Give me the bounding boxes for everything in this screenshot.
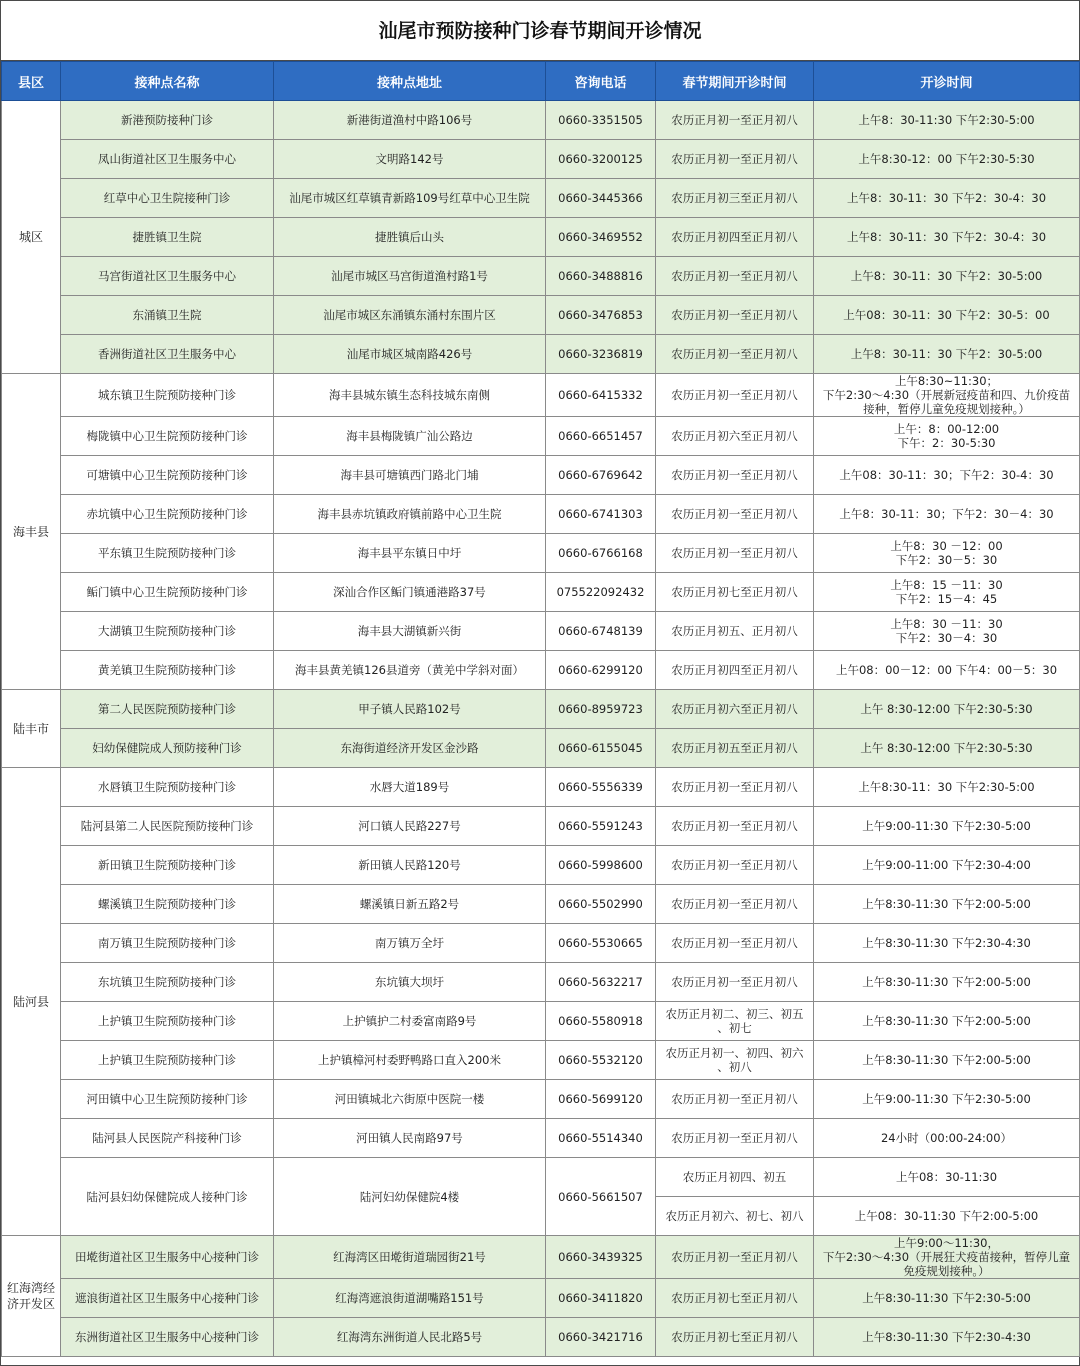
text-line: 下午2：15－4：45 xyxy=(895,592,998,606)
text-line: 免疫规划接种。） xyxy=(903,1264,990,1278)
clinic-phone: 0660-6766168 xyxy=(546,534,656,573)
clinic-phone: 0660-3488816 xyxy=(546,257,656,296)
clinic-name: 南万镇卫生院预防接种门诊 xyxy=(61,924,274,963)
clinic-hours xyxy=(814,534,1080,573)
clinic-address: 汕尾市城区马宫街道渔村路1号 xyxy=(274,257,546,296)
clinic-hours: 上午9:00-11:30 下午2:30-5:00 xyxy=(814,1080,1080,1119)
clinic-period: 农历正月初四至正月初八 xyxy=(656,651,814,690)
table-row xyxy=(2,218,1080,257)
clinic-address: 汕尾市城区城南路426号 xyxy=(274,335,546,374)
clinic-hours: 24小时（00:00-24:00） xyxy=(814,1119,1080,1158)
clinic-hours xyxy=(814,374,1080,417)
clinic-address: 海丰县大湖镇新兴街 xyxy=(274,612,546,651)
clinic-address: 海丰县城东镇生态科技城东南侧 xyxy=(274,374,546,417)
clinic-name: 捷胜镇卫生院 xyxy=(61,218,274,257)
clinic-name: 可塘镇中心卫生院预防接种门诊 xyxy=(61,456,274,495)
table-row xyxy=(2,885,1080,924)
clinic-phone: 0660-5532120 xyxy=(546,1041,656,1080)
clinic-hours: 上午8：30-11：30 下午2：30-5:00 xyxy=(814,257,1080,296)
clinic-hours: 上午8:30-11:30 下午2:00-5:00 xyxy=(814,963,1080,1002)
clinic-period: 农历正月初一至正月初八 xyxy=(656,534,814,573)
text-line: 下午2：30－5：30 xyxy=(895,553,998,567)
clinic-period xyxy=(656,1041,814,1080)
clinic-address: 新田镇人民路120号 xyxy=(274,846,546,885)
clinic-phone: 0660-6415332 xyxy=(546,374,656,417)
clinic-hours: 上午8：30-11：30 下午2：30-5:00 xyxy=(814,335,1080,374)
clinic-phone: 0660-5661507 xyxy=(546,1158,656,1236)
clinic-address: 文明路142号 xyxy=(274,140,546,179)
table-header-row xyxy=(2,62,1080,101)
district-cell: 陆河县 xyxy=(2,768,61,1236)
clinic-name: 红草中心卫生院接种门诊 xyxy=(61,179,274,218)
district-cell: 陆丰市 xyxy=(2,690,61,768)
page-title: 汕尾市预防接种门诊春节期间开诊情况 xyxy=(1,1,1079,61)
clinic-phone: 075522092432 xyxy=(546,573,656,612)
clinic-address: 陆河妇幼保健院4楼 xyxy=(274,1158,546,1236)
clinic-name: 第二人民医院预防接种门诊 xyxy=(61,690,274,729)
clinic-name: 东坑镇卫生院预防接种门诊 xyxy=(61,963,274,1002)
header-phone: 咨询电话 xyxy=(546,62,656,101)
text-line: 、初八 xyxy=(717,1060,752,1074)
clinic-address: 红海湾东洲街道人民北路5号 xyxy=(274,1318,546,1357)
table-row xyxy=(2,963,1080,1002)
header-district: 县区 xyxy=(2,62,61,101)
table-row xyxy=(2,296,1080,335)
clinic-period: 农历正月初一至正月初八 xyxy=(656,768,814,807)
clinic-name: 马宫街道社区卫生服务中心 xyxy=(61,257,274,296)
clinic-period: 农历正月初六至正月初八 xyxy=(656,417,814,456)
clinic-period: 农历正月初七至正月初八 xyxy=(656,573,814,612)
clinic-name: 黄羌镇卫生院预防接种门诊 xyxy=(61,651,274,690)
clinic-hours: 上午8:30-11:30 下午2:30-4:30 xyxy=(814,924,1080,963)
text-line: 上午9:00～11:30， xyxy=(894,1236,999,1250)
text-line: 下午：2：30-5:30 xyxy=(897,436,996,450)
clinic-phone: 0660-3439325 xyxy=(546,1236,656,1279)
table-row xyxy=(2,690,1080,729)
clinic-address: 海丰县梅陇镇广汕公路边 xyxy=(274,417,546,456)
text-line: 上午8：30 －11：30 xyxy=(890,617,1003,631)
clinic-address: 东海街道经济开发区金沙路 xyxy=(274,729,546,768)
clinic-period: 农历正月初一至正月初八 xyxy=(656,101,814,140)
clinic-phone: 0660-5556339 xyxy=(546,768,656,807)
text-line: 下午2:30～4:30（开展狂犬疫苗接种，暂停儿童 xyxy=(822,1250,1071,1264)
clinic-address: 河口镇人民路227号 xyxy=(274,807,546,846)
clinic-phone: 0660-3200125 xyxy=(546,140,656,179)
clinic-period: 农历正月初一至正月初八 xyxy=(656,296,814,335)
header-name: 接种点名称 xyxy=(61,62,274,101)
table-row xyxy=(2,1080,1080,1119)
table-row xyxy=(2,456,1080,495)
text-line: 农历正月初一、初四、初六 xyxy=(665,1046,804,1060)
header-address: 接种点地址 xyxy=(274,62,546,101)
clinic-address: 螺溪镇日新五路2号 xyxy=(274,885,546,924)
clinic-name: 香洲街道社区卫生服务中心 xyxy=(61,335,274,374)
clinic-hours: 上午08：30-11：30 下午2：30-5：00 xyxy=(814,296,1080,335)
clinic-period: 农历正月初一至正月初八 xyxy=(656,257,814,296)
text-line: 上午8：15 －11：30 xyxy=(890,578,1003,592)
clinic-address: 南万镇万全圩 xyxy=(274,924,546,963)
clinic-phone: 0660-6769642 xyxy=(546,456,656,495)
text-line: 上午：8：00-12:00 xyxy=(893,422,1000,436)
clinic-period: 农历正月初一至正月初八 xyxy=(656,924,814,963)
clinic-period: 农历正月初四至正月初八 xyxy=(656,218,814,257)
clinic-address: 海丰县赤坑镇政府镇前路中心卫生院 xyxy=(274,495,546,534)
clinic-address: 河田镇城北六街原中医院一楼 xyxy=(274,1080,546,1119)
clinic-phone: 0660-8959723 xyxy=(546,690,656,729)
clinic-hours: 上午9:00-11:00 下午2:30-4:00 xyxy=(814,846,1080,885)
table-row xyxy=(2,573,1080,612)
clinic-name: 上护镇卫生院预防接种门诊 xyxy=(61,1002,274,1041)
clinic-address: 海丰县平东镇日中圩 xyxy=(274,534,546,573)
clinic-phone: 0660-5580918 xyxy=(546,1002,656,1041)
clinic-address: 水唇大道189号 xyxy=(274,768,546,807)
clinic-hours: 上午8:30-11:30 下午2:30-4:30 xyxy=(814,1318,1080,1357)
table-row xyxy=(2,1158,1080,1197)
clinic-name: 妇幼保健院成人预防接种门诊 xyxy=(61,729,274,768)
clinic-name: 大湖镇卫生院预防接种门诊 xyxy=(61,612,274,651)
clinic-name: 螺溪镇卫生院预防接种门诊 xyxy=(61,885,274,924)
clinic-hours: 上午8:30-11：30 下午2:30-5:00 xyxy=(814,768,1080,807)
clinic-address: 河田镇人民南路97号 xyxy=(274,1119,546,1158)
clinic-period: 农历正月初四、初五 xyxy=(656,1158,814,1197)
table-row xyxy=(2,924,1080,963)
table-row xyxy=(2,729,1080,768)
table-row xyxy=(2,651,1080,690)
clinic-phone: 0660-3236819 xyxy=(546,335,656,374)
clinic-address: 上护镇樟河村委野鸭路口直入200米 xyxy=(274,1041,546,1080)
district-cell: 城区 xyxy=(2,101,61,374)
clinic-hours xyxy=(814,612,1080,651)
clinic-period: 农历正月初七至正月初八 xyxy=(656,1318,814,1357)
clinic-period: 农历正月初五、正月初八 xyxy=(656,612,814,651)
clinic-hours xyxy=(814,573,1080,612)
clinic-phone: 0660-5502990 xyxy=(546,885,656,924)
table-row xyxy=(2,101,1080,140)
table-row xyxy=(2,335,1080,374)
clinic-period: 农历正月初五至正月初八 xyxy=(656,729,814,768)
clinic-phone: 0660-5530665 xyxy=(546,924,656,963)
text-line: 上午8:30~11:30； xyxy=(894,374,999,388)
clinic-period: 农历正月初一至正月初八 xyxy=(656,1119,814,1158)
clinic-phone: 0660-3469552 xyxy=(546,218,656,257)
clinic-address: 红海湾遮浪街道湖嘴路151号 xyxy=(274,1279,546,1318)
clinic-address: 海丰县可塘镇西门路北门埔 xyxy=(274,456,546,495)
clinic-hours: 上午8:30-11:30 下午2:30-5:00 xyxy=(814,1279,1080,1318)
clinic-hours: 上午08：00－12：00 下午4：00－5：30 xyxy=(814,651,1080,690)
table-row xyxy=(2,1318,1080,1357)
district-cell: 海丰县 xyxy=(2,374,61,690)
clinic-phone: 0660-3411820 xyxy=(546,1279,656,1318)
clinic-name: 水唇镇卫生院预防接种门诊 xyxy=(61,768,274,807)
clinic-address: 新港街道渔村中路106号 xyxy=(274,101,546,140)
clinic-hours: 上午8:30-11:30 下午2:00-5:00 xyxy=(814,1002,1080,1041)
clinic-phone: 0660-3421716 xyxy=(546,1318,656,1357)
clinic-name: 上护镇卫生院预防接种门诊 xyxy=(61,1041,274,1080)
table-row xyxy=(2,1236,1080,1279)
text-line: 下午2:30～4:30（开展新冠疫苗和四、九价疫苗 xyxy=(822,388,1071,402)
clinic-phone: 0660-5998600 xyxy=(546,846,656,885)
clinic-hours: 上午08：30-11：30；下午2：30-4：30 xyxy=(814,456,1080,495)
clinic-name: 凤山街道社区卫生服务中心 xyxy=(61,140,274,179)
clinic-hours xyxy=(814,417,1080,456)
clinic-period: 农历正月初三至正月初八 xyxy=(656,179,814,218)
clinic-address: 东坑镇大坝圩 xyxy=(274,963,546,1002)
clinic-address: 上护镇护二村委富南路9号 xyxy=(274,1002,546,1041)
table-row xyxy=(2,846,1080,885)
clinic-address: 红海湾区田墘街道瑞园街21号 xyxy=(274,1236,546,1279)
text-line: 接种，暂停儿童免疫规划接种。） xyxy=(863,402,1030,416)
clinic-phone: 0660-6741303 xyxy=(546,495,656,534)
table-row xyxy=(2,534,1080,573)
table-row xyxy=(2,807,1080,846)
clinic-hours: 上午8：30-11：30 下午2：30-4：30 xyxy=(814,218,1080,257)
clinic-hours: 上午 8:30-12:00 下午2:30-5:30 xyxy=(814,690,1080,729)
clinic-name: 陆河县人民医院产科接种门诊 xyxy=(61,1119,274,1158)
clinic-period: 农历正月初一至正月初八 xyxy=(656,374,814,417)
clinic-hours: 上午9:00-11:30 下午2:30-5:00 xyxy=(814,807,1080,846)
clinic-period: 农历正月初六、初七、初八 xyxy=(656,1197,814,1236)
clinic-phone: 0660-3351505 xyxy=(546,101,656,140)
table-row xyxy=(2,612,1080,651)
clinic-phone: 0660-3476853 xyxy=(546,296,656,335)
clinic-period: 农历正月初一至正月初八 xyxy=(656,1080,814,1119)
table-row xyxy=(2,1002,1080,1041)
table-row xyxy=(2,495,1080,534)
table-row xyxy=(2,140,1080,179)
clinic-hours: 上午8:30-11:30 下午2:00-5:00 xyxy=(814,1041,1080,1080)
clinic-hours: 上午08：30-11:30 下午2:00-5:00 xyxy=(814,1197,1080,1236)
clinic-phone: 0660-5591243 xyxy=(546,807,656,846)
clinic-period: 农历正月初一至正月初八 xyxy=(656,846,814,885)
clinic-phone: 0660-6155045 xyxy=(546,729,656,768)
clinic-phone: 0660-6748139 xyxy=(546,612,656,651)
clinic-period: 农历正月初六至正月初八 xyxy=(656,690,814,729)
clinic-name: 赤坑镇中心卫生院预防接种门诊 xyxy=(61,495,274,534)
clinic-hours: 上午 8:30-12:00 下午2:30-5:30 xyxy=(814,729,1080,768)
clinic-hours: 上午8：30-11：30 下午2：30-4：30 xyxy=(814,179,1080,218)
clinic-address: 汕尾市城区红草镇青新路109号红草中心卫生院 xyxy=(274,179,546,218)
clinic-address: 捷胜镇后山头 xyxy=(274,218,546,257)
clinic-name: 梅陇镇中心卫生院预防接种门诊 xyxy=(61,417,274,456)
table-body xyxy=(2,101,1080,1357)
clinic-name: 鲘门镇中心卫生院预防接种门诊 xyxy=(61,573,274,612)
clinic-address: 深汕合作区鲘门镇通港路37号 xyxy=(274,573,546,612)
clinic-address: 海丰县黄羌镇126县道旁（黄羌中学斜对面） xyxy=(274,651,546,690)
clinic-period: 农历正月初一至正月初八 xyxy=(656,885,814,924)
clinic-period: 农历正月初七至正月初八 xyxy=(656,1279,814,1318)
clinic-period: 农历正月初一至正月初八 xyxy=(656,140,814,179)
table-row xyxy=(2,1041,1080,1080)
text-line: 下午2：30－4：30 xyxy=(895,631,998,645)
clinic-name: 田墘街道社区卫生服务中心接种门诊 xyxy=(61,1236,274,1279)
clinic-period: 农历正月初一至正月初八 xyxy=(656,495,814,534)
clinic-hours xyxy=(814,1236,1080,1279)
clinic-period: 农历正月初一至正月初八 xyxy=(656,335,814,374)
text-line: 济开发区 xyxy=(6,1297,55,1311)
clinic-period: 农历正月初一至正月初八 xyxy=(656,807,814,846)
table-row xyxy=(2,374,1080,417)
clinic-hours: 上午8:30-11:30 下午2:00-5:00 xyxy=(814,885,1080,924)
table-row xyxy=(2,768,1080,807)
clinic-address: 甲子镇人民路102号 xyxy=(274,690,546,729)
clinic-phone: 0660-6299120 xyxy=(546,651,656,690)
clinic-name: 新港预防接种门诊 xyxy=(61,101,274,140)
clinic-period: 农历正月初一至正月初八 xyxy=(656,456,814,495)
clinic-name: 城东镇卫生院预防接种门诊 xyxy=(61,374,274,417)
clinic-phone: 0660-5632217 xyxy=(546,963,656,1002)
table-row xyxy=(2,1279,1080,1318)
table-row xyxy=(2,257,1080,296)
clinic-name: 河田镇中心卫生院预防接种门诊 xyxy=(61,1080,274,1119)
header-period: 春节期间开诊时间 xyxy=(656,62,814,101)
clinic-name: 新田镇卫生院预防接种门诊 xyxy=(61,846,274,885)
clinic-name: 陆河县妇幼保健院成人接种门诊 xyxy=(61,1158,274,1236)
table-row xyxy=(2,179,1080,218)
clinic-phone: 0660-5699120 xyxy=(546,1080,656,1119)
clinic-hours: 上午8:30-12：00 下午2:30-5:30 xyxy=(814,140,1080,179)
clinic-period xyxy=(656,1002,814,1041)
clinic-phone: 0660-3445366 xyxy=(546,179,656,218)
table-row xyxy=(2,417,1080,456)
clinic-name: 平东镇卫生院预防接种门诊 xyxy=(61,534,274,573)
clinic-name: 遮浪街道社区卫生服务中心接种门诊 xyxy=(61,1279,274,1318)
clinic-period: 农历正月初一至正月初八 xyxy=(656,963,814,1002)
clinic-name: 陆河县第二人民医院预防接种门诊 xyxy=(61,807,274,846)
clinic-name: 东洲街道社区卫生服务中心接种门诊 xyxy=(61,1318,274,1357)
clinic-hours: 上午08：30-11:30 xyxy=(814,1158,1080,1197)
text-line: 红海湾经 xyxy=(6,1281,55,1295)
table-row xyxy=(2,1119,1080,1158)
clinic-name: 东涌镇卫生院 xyxy=(61,296,274,335)
clinic-period: 农历正月初一至正月初八 xyxy=(656,1236,814,1279)
text-line: 、初七 xyxy=(717,1021,752,1035)
text-line: 农历正月初二、初三、初五 xyxy=(665,1007,804,1021)
clinic-hours: 上午8：30-11:30 下午2:30-5:00 xyxy=(814,101,1080,140)
clinic-phone: 0660-6651457 xyxy=(546,417,656,456)
text-line: 上午8：30 －12：00 xyxy=(890,539,1003,553)
clinic-address: 汕尾市城区东涌镇东涌村东围片区 xyxy=(274,296,546,335)
clinic-table xyxy=(1,61,1080,1357)
clinic-phone: 0660-5514340 xyxy=(546,1119,656,1158)
clinic-hours: 上午8：30-11：30；下午2：30－4：30 xyxy=(814,495,1080,534)
header-hours: 开诊时间 xyxy=(814,62,1080,101)
district-cell xyxy=(2,1236,61,1357)
